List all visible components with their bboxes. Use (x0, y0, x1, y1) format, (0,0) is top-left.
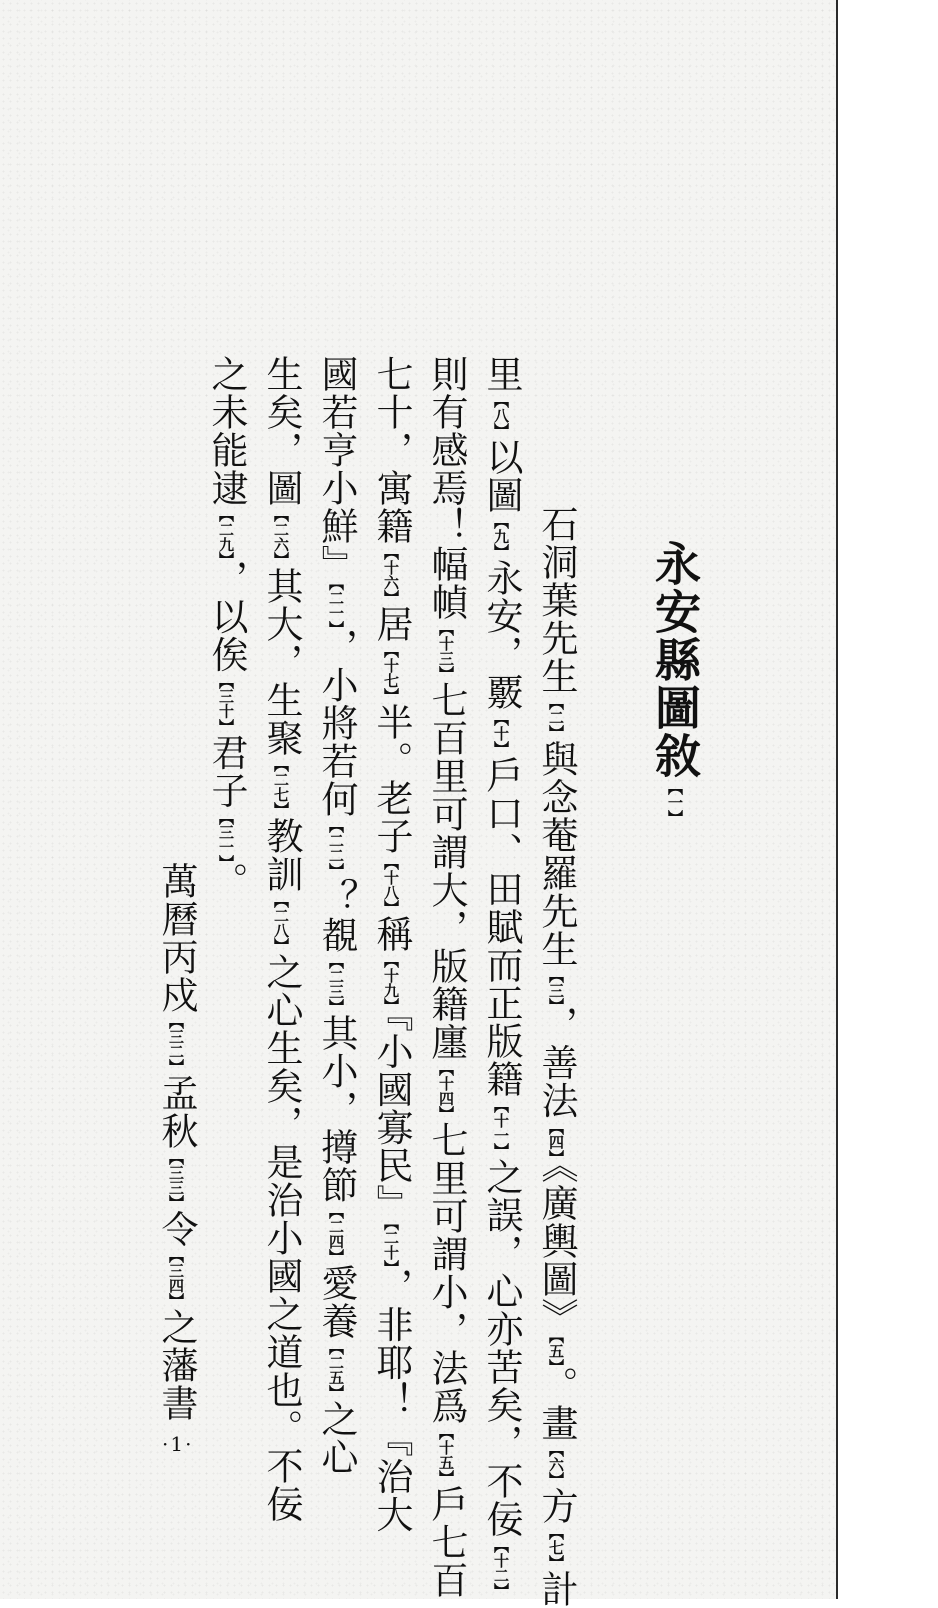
footnote-marker: 【 二四 】 (327, 1204, 345, 1264)
footnote-marker: 【 六 】 (547, 1442, 565, 1487)
footnote-marker: 【 十五 】 (437, 1425, 455, 1485)
text-run: ，非耶！『治大 (370, 1267, 413, 1534)
footnote-marker: 【 二 】 (547, 695, 565, 740)
footnote-marker: 【 三十 】 (217, 674, 235, 734)
text-run: 戶七百 (425, 1485, 468, 1599)
footnote-marker: 【 二三 】 (327, 954, 345, 1014)
footnote-marker: 【 十三 】 (437, 621, 455, 681)
text-run: 。畫 (535, 1366, 578, 1442)
footnote-marker: 【 五 】 (547, 1336, 565, 1366)
footnote-marker: 【 三一 】 (217, 810, 235, 863)
page-number: ·1· (162, 1432, 194, 1456)
text-run: ，善法 (535, 1005, 578, 1120)
footnote-marker: 【 十四 】 (437, 1061, 455, 1121)
title-text: 永安縣圖敘 (648, 540, 702, 780)
text-run: 稱 (370, 915, 413, 953)
footnote-marker: 【 九 】 (492, 514, 510, 559)
footnote-marker: 【 二八 】 (272, 893, 290, 953)
footnote-marker: 【 二五 】 (327, 1340, 345, 1400)
text-run: 七百里可謂大，版籍廛 (425, 681, 468, 1061)
text-run: 之心生矣，是治小國之道也。不佞 (260, 953, 303, 1523)
text-run: ，小將若何 (315, 628, 358, 818)
text-run: 之未能逮 (205, 355, 248, 507)
text-run: 半。老子 (370, 703, 413, 855)
text-run: 永安，覈 (480, 559, 523, 711)
footnote-marker: 【 二十 】 (382, 1223, 400, 1268)
footnote-marker: 【 二二 】 (327, 818, 345, 878)
footnote-marker: 【 三二 】 (167, 1014, 185, 1074)
text-run: 之藩書 (155, 1308, 198, 1422)
text-run: 生矣，圖 (260, 355, 303, 507)
footnote-marker: 【 十八 】 (382, 855, 400, 915)
text-run: 石洞葉先生 (535, 505, 578, 695)
footnote-marker: 【 二九 】 (217, 507, 235, 560)
text-run: 令 (155, 1210, 198, 1248)
text-run: ？覩 (315, 878, 358, 954)
footnote-marker: 【 八 】 (492, 393, 510, 438)
text-column-1 (535, 505, 578, 1608)
text-run: 愛養 (315, 1264, 358, 1340)
page-edge-line (836, 0, 838, 1599)
footnote-marker: 【 十九 】 (382, 953, 400, 1013)
text-run: 之心 (315, 1400, 358, 1476)
text-run: 計 (535, 1570, 578, 1608)
title-footnote-marker: 【 一 】 (666, 780, 684, 825)
text-run: 國若亨小鮮』 (315, 355, 358, 583)
text-column-3 (425, 355, 468, 1599)
text-run: 七十，寓籍 (370, 355, 413, 545)
text-run: 孟秋 (155, 1074, 198, 1150)
text-run: 『小國寡民』 (370, 1013, 413, 1223)
text-run: 里 (480, 355, 523, 393)
text-run: 七里可謂小，法爲 (425, 1121, 468, 1425)
text-run: 居 (370, 605, 413, 643)
text-column-6 (260, 355, 303, 1523)
text-run: ，以俟 (205, 559, 248, 674)
signature-line (155, 862, 198, 1422)
footnote-marker: 【 七 】 (547, 1525, 565, 1570)
text-column-4 (370, 355, 413, 1534)
text-run: 《廣輿圖》 (535, 1164, 578, 1336)
footnote-marker: 【 十一 】 (492, 1098, 510, 1158)
text-run: 之誤，心亦苦矣，不佞 (480, 1158, 523, 1538)
text-run: 其大，生聚 (260, 567, 303, 757)
footnote-marker: 【 二七 】 (272, 757, 290, 817)
text-run: 戶口、田賦而正版籍 (480, 756, 523, 1098)
footnote-marker: 【 十七 】 (382, 643, 400, 703)
footnote-marker: 【 三 】 (547, 968, 565, 1006)
text-column-7 (205, 355, 248, 900)
footnote-marker: 【 十六 】 (382, 545, 400, 605)
text-column-5 (315, 355, 358, 1476)
footnote-marker: 【 二六 】 (272, 507, 290, 567)
footnote-marker: 【 四 】 (547, 1120, 565, 1165)
text-run: 萬曆丙戍 (155, 862, 198, 1014)
document-title (648, 540, 702, 825)
text-run: 以圖 (480, 438, 523, 514)
footnote-marker: 【 十二 】 (492, 1538, 510, 1598)
text-run: 教訓 (260, 817, 303, 893)
text-run: 與念菴羅先生 (535, 740, 578, 968)
text-run: 。 (205, 862, 248, 900)
text-run: 則有感焉！幅幀 (425, 355, 468, 621)
footnote-marker: 【 十 】 (492, 711, 510, 756)
footnote-marker: 【 三三 】 (167, 1150, 185, 1210)
text-run: 君子 (205, 733, 248, 810)
footnote-marker: 【 二一 】 (327, 583, 345, 628)
text-run: 方 (535, 1487, 578, 1525)
text-run: 其小，撙節 (315, 1014, 358, 1204)
footnote-marker: 【 三四 】 (167, 1248, 185, 1308)
text-column-2 (480, 355, 523, 1598)
